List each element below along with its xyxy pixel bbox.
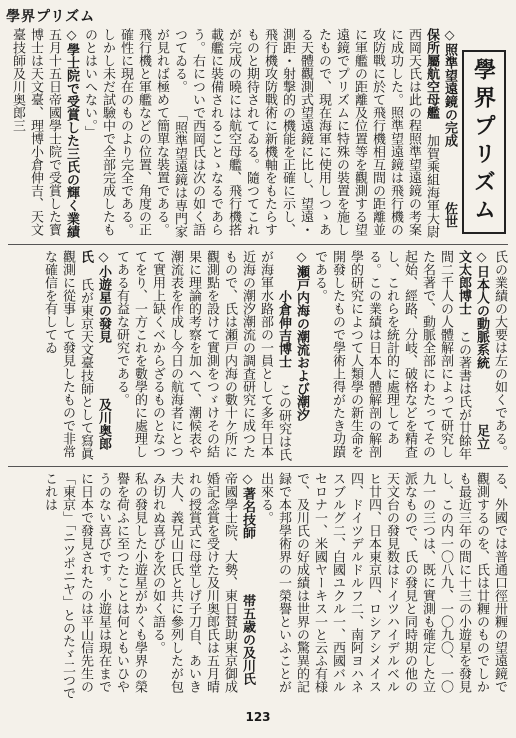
article-4 — [112, 250, 310, 462]
article-1-quote: 「照準望遠鏡は専門家が見れば極めて簡單な裝置である。飛行機と軍艦などの位置、角度の正確性に現在のものより完全である。しかし未だ試驗中で全部完成したものとはいへない。」 — [82, 28, 187, 238]
article-4-author: 小倉伸吉博士 — [276, 290, 291, 368]
section-title: 學界プリズム — [470, 58, 497, 226]
article-3-heading: ◇日本人の動脈系統 — [474, 250, 489, 369]
article-6-body: 帝國學士院、大勢、東日賛助東京御成婚記念賞を受けた及川奥郎氏は五月晴れの授賞式に母堂しげ子刀自、あいき夫人、義兄山口氏と共に參列したが包み切れぬ喜びを次の如く語る。 — [150, 472, 237, 693]
article-5-body: 氏が東京天文臺技師として寫眞觀測に從事して發見したもので非常な確信を有してゐ — [42, 250, 93, 460]
article-2 — [8, 28, 80, 240]
tier-divider-2 — [8, 466, 508, 467]
article-3-body: この著書は氏が廿餘年間二千人の人體解剖によって研究した名著で、動脈全部にわたってその起始、經路、分岐、破格などを精査し、これらを統計的に處理してある。この業績は日本人體解剖の解剖學的研究によつて人類學の新生命を開發したもので學術上得がたき功蹟である。 — [312, 250, 471, 460]
text-tier-1 — [8, 28, 508, 240]
article-6-heading: ◇著名技師 — [240, 472, 255, 539]
running-head: 學界プリズム — [6, 9, 96, 25]
article-4-body: この研究は氏が海軍水路部の一員として多年日本近海の潮汐潮流の調査研究に成つたもので、氏は瀬戸内海の數十ケ所に觀測點を設けて實測をつゞけその結果に理論的考察を加へて、潮候表や潮流表を作成し今日の航海者にとつて實用上缺くべからざるものとなつてをり、一方これを數學的に處理してある有益な研究である。 — [114, 250, 291, 461]
article-5-author: 及川奥郎氏 — [78, 250, 111, 450]
section-title-box — [462, 50, 506, 234]
tier3-continuation: る、外國では普通口徑卅糎の望遠鏡で觀測するのを、氏は廿糎のものでしかも最近三年の間に十三の小遊星を發見し、この内一〇八九、一〇九〇、一〇九一の三つは、既に實測も確定した立派なもので、氏の發見と同時期の他の天文台の發見数はドイツハイデルベルヒ廿四、日本東京四、ロシアシメイス四、ドイツデルドルフ二、南阿ヨハネスブルグ二、白國ユクル一、西國バルセロナ一、米國ヤーキス一と云ふ有様で、及川氏の好成績は世界の驚異的記録で本邦學術界の一榮譽といふことが出來る。 — [258, 472, 507, 693]
tier-divider-1 — [8, 244, 508, 245]
article-2-heading: ◇學士院で受賞した三氏の輝く業績 — [64, 28, 79, 238]
article-5 — [40, 250, 112, 462]
article-3-author: 足立文太郎博士 — [456, 250, 489, 450]
text-tier-2 — [8, 250, 508, 462]
article-1-heading: ◇照準望遠鏡の完成 — [442, 28, 457, 147]
article-3 — [310, 250, 490, 462]
article-1-body: 加賀乘組海軍大尉西岡天氏は此の程照準望遠鏡の考案に成功した。照準望遠鏡は飛行機の攻防戰に於て飛行機相互間の距離並に軍艦の距離及位置等を觀測する望遠鏡でプリズムに特殊の裝置を施したもので、現在海軍に使用しつゝある天體觀測式望遠鏡に比し、望遠・測距・射撃的の機能を正確に示し、飛行機攻防戰術に新機軸をもたらすものと期待されてゐる。隨つてこれが完成の曉には航空母艦、飛行機搭載艦に裝備されることゝなるであらう。右についで西岡氏は次の如く語つてゐる。 — [172, 28, 439, 238]
article-4-heading: ◇瀬戸内海の潮流および潮汐 — [294, 250, 309, 421]
article-1 — [80, 28, 458, 240]
article-2-body: 五月十五日帝國學士院で受賞した寳博士は天文臺、理博小倉伸吉、天文臺技師及川奥郎三 — [10, 28, 61, 236]
article-5-heading: ◇小遊星の發見 — [96, 250, 111, 343]
article-1-author: 佐世保所屬航空母艦 — [424, 28, 457, 228]
page-number: 123 — [245, 710, 271, 724]
tier2-continuation: 氏の業績の大要は左の如くである。 — [492, 250, 507, 458]
article-6-quote: 私の發見した小遊星がかくも學界の榮譽を荷ふに至つたことは何ともいひやうのない喜びです。小遊星は現在までに日本で發見されたのは平山信先生の「東京」「ニツポニヤ」とのたゞ二つでこれは — [42, 472, 147, 700]
text-tier-3 — [8, 472, 508, 702]
article-6-author: 帯五歳の及川氏 — [240, 594, 255, 685]
article-6 — [148, 472, 256, 702]
